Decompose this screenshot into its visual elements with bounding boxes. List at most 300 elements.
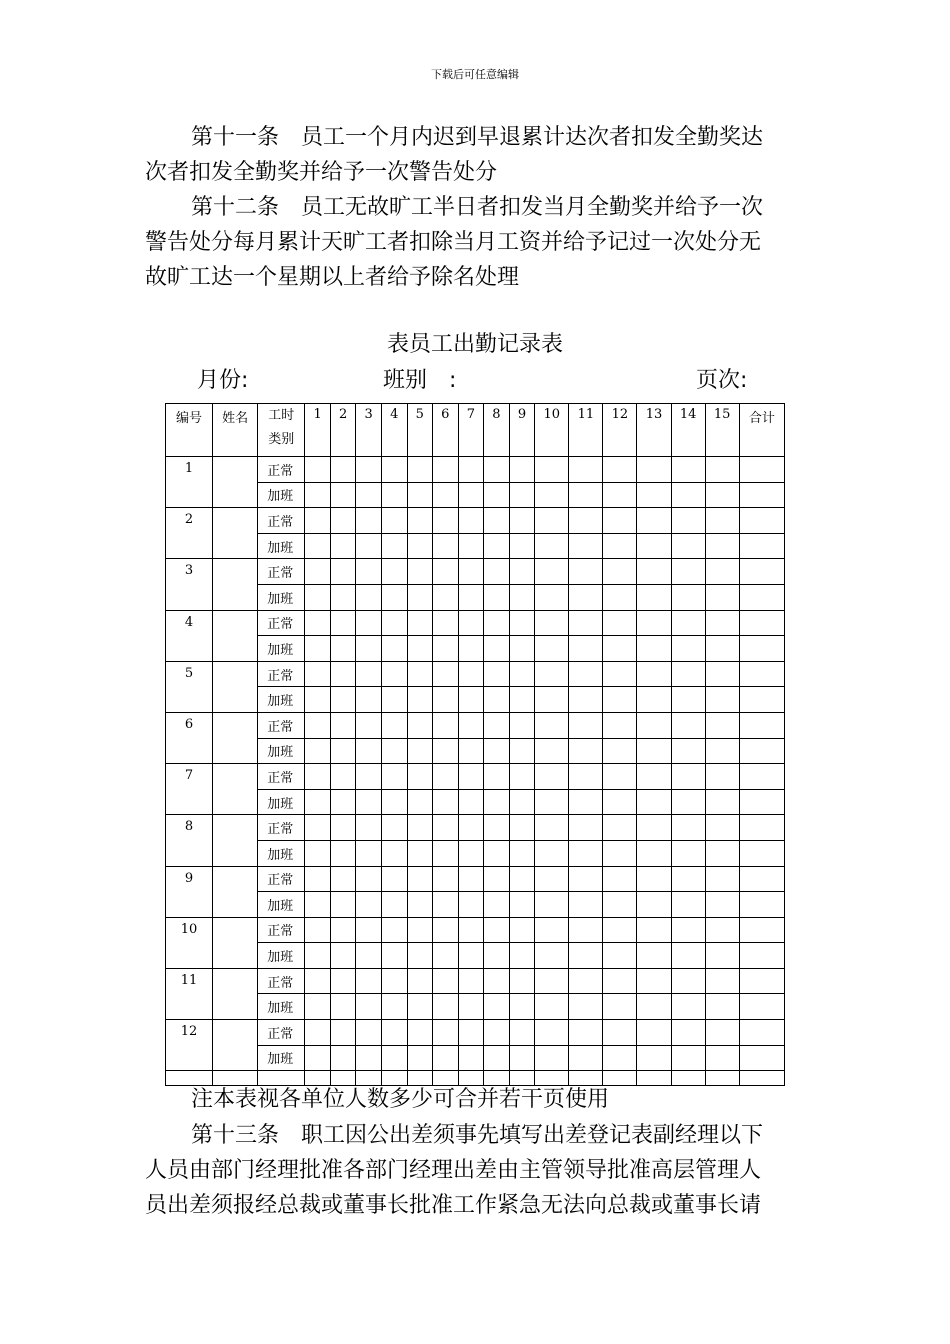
day-cell[interactable]	[705, 533, 739, 559]
day-cell[interactable]	[330, 661, 356, 687]
day-cell[interactable]	[705, 994, 739, 1020]
day-cell[interactable]	[305, 712, 331, 738]
day-cell[interactable]	[671, 482, 705, 508]
day-cell[interactable]	[603, 892, 637, 918]
day-cell[interactable]	[458, 610, 484, 636]
day-cell[interactable]	[407, 764, 433, 790]
day-cell[interactable]	[535, 661, 569, 687]
day-cell[interactable]	[433, 559, 459, 585]
day-cell[interactable]	[381, 661, 407, 687]
day-cell[interactable]	[407, 712, 433, 738]
day-cell[interactable]	[705, 610, 739, 636]
day-cell[interactable]	[458, 943, 484, 969]
day-cell[interactable]	[509, 815, 535, 841]
day-cell[interactable]	[484, 917, 510, 943]
day-cell[interactable]	[330, 533, 356, 559]
day-cell[interactable]	[509, 943, 535, 969]
day-cell[interactable]	[484, 533, 510, 559]
day-cell[interactable]	[637, 943, 671, 969]
day-cell[interactable]	[433, 764, 459, 790]
day-cell[interactable]	[407, 661, 433, 687]
day-cell[interactable]	[484, 457, 510, 483]
day-cell[interactable]	[407, 1020, 433, 1046]
day-cell[interactable]	[407, 584, 433, 610]
employee-name-cell[interactable]	[213, 968, 258, 1019]
day-cell[interactable]	[484, 943, 510, 969]
employee-name-cell[interactable]	[213, 712, 258, 763]
day-cell[interactable]	[509, 738, 535, 764]
day-cell[interactable]	[509, 764, 535, 790]
day-cell[interactable]	[509, 482, 535, 508]
total-cell[interactable]	[739, 1045, 784, 1071]
day-cell[interactable]	[356, 636, 382, 662]
day-cell[interactable]	[305, 584, 331, 610]
employee-name-cell[interactable]	[213, 508, 258, 559]
day-cell[interactable]	[356, 457, 382, 483]
total-cell[interactable]	[739, 968, 784, 994]
employee-name-cell[interactable]	[213, 917, 258, 968]
day-cell[interactable]	[637, 533, 671, 559]
day-cell[interactable]	[671, 866, 705, 892]
day-cell[interactable]	[330, 840, 356, 866]
day-cell[interactable]	[407, 943, 433, 969]
day-cell[interactable]	[305, 789, 331, 815]
day-cell[interactable]	[433, 738, 459, 764]
day-cell[interactable]	[637, 789, 671, 815]
day-cell[interactable]	[603, 917, 637, 943]
day-cell[interactable]	[305, 533, 331, 559]
employee-name-cell[interactable]	[213, 764, 258, 815]
day-cell[interactable]	[330, 687, 356, 713]
day-cell[interactable]	[381, 610, 407, 636]
day-cell[interactable]	[484, 712, 510, 738]
day-cell[interactable]	[637, 610, 671, 636]
day-cell[interactable]	[637, 994, 671, 1020]
day-cell[interactable]	[637, 815, 671, 841]
day-cell[interactable]	[637, 968, 671, 994]
day-cell[interactable]	[381, 764, 407, 790]
day-cell[interactable]	[603, 584, 637, 610]
day-cell[interactable]	[407, 892, 433, 918]
day-cell[interactable]	[356, 994, 382, 1020]
day-cell[interactable]	[458, 1045, 484, 1071]
day-cell[interactable]	[381, 712, 407, 738]
day-cell[interactable]	[381, 738, 407, 764]
day-cell[interactable]	[705, 1020, 739, 1046]
day-cell[interactable]	[509, 584, 535, 610]
day-cell[interactable]	[535, 1045, 569, 1071]
employee-name-cell[interactable]	[213, 457, 258, 508]
day-cell[interactable]	[458, 636, 484, 662]
day-cell[interactable]	[671, 994, 705, 1020]
day-cell[interactable]	[356, 917, 382, 943]
employee-name-cell[interactable]	[213, 610, 258, 661]
day-cell[interactable]	[458, 712, 484, 738]
day-cell[interactable]	[433, 917, 459, 943]
day-cell[interactable]	[705, 840, 739, 866]
day-cell[interactable]	[509, 661, 535, 687]
day-cell[interactable]	[330, 636, 356, 662]
day-cell[interactable]	[381, 892, 407, 918]
day-cell[interactable]	[535, 508, 569, 534]
total-cell[interactable]	[739, 636, 784, 662]
day-cell[interactable]	[637, 584, 671, 610]
day-cell[interactable]	[671, 661, 705, 687]
day-cell[interactable]	[433, 636, 459, 662]
day-cell[interactable]	[484, 1045, 510, 1071]
day-cell[interactable]	[330, 738, 356, 764]
day-cell[interactable]	[458, 584, 484, 610]
day-cell[interactable]	[603, 1045, 637, 1071]
day-cell[interactable]	[330, 789, 356, 815]
day-cell[interactable]	[433, 584, 459, 610]
employee-name-cell[interactable]	[213, 1020, 258, 1071]
day-cell[interactable]	[330, 584, 356, 610]
day-cell[interactable]	[705, 917, 739, 943]
day-cell[interactable]	[356, 866, 382, 892]
day-cell[interactable]	[458, 482, 484, 508]
day-cell[interactable]	[509, 968, 535, 994]
day-cell[interactable]	[407, 789, 433, 815]
day-cell[interactable]	[330, 994, 356, 1020]
total-cell[interactable]	[739, 610, 784, 636]
day-cell[interactable]	[305, 892, 331, 918]
day-cell[interactable]	[330, 712, 356, 738]
day-cell[interactable]	[433, 533, 459, 559]
day-cell[interactable]	[535, 840, 569, 866]
day-cell[interactable]	[637, 764, 671, 790]
day-cell[interactable]	[671, 917, 705, 943]
day-cell[interactable]	[705, 687, 739, 713]
total-cell[interactable]	[739, 738, 784, 764]
day-cell[interactable]	[433, 1020, 459, 1046]
day-cell[interactable]	[407, 508, 433, 534]
day-cell[interactable]	[381, 994, 407, 1020]
day-cell[interactable]	[458, 764, 484, 790]
day-cell[interactable]	[330, 943, 356, 969]
day-cell[interactable]	[381, 559, 407, 585]
day-cell[interactable]	[603, 943, 637, 969]
day-cell[interactable]	[305, 840, 331, 866]
day-cell[interactable]	[433, 968, 459, 994]
day-cell[interactable]	[356, 508, 382, 534]
day-cell[interactable]	[381, 968, 407, 994]
day-cell[interactable]	[458, 508, 484, 534]
total-cell[interactable]	[739, 457, 784, 483]
day-cell[interactable]	[458, 1020, 484, 1046]
day-cell[interactable]	[356, 815, 382, 841]
day-cell[interactable]	[381, 482, 407, 508]
day-cell[interactable]	[705, 661, 739, 687]
day-cell[interactable]	[603, 968, 637, 994]
day-cell[interactable]	[705, 636, 739, 662]
day-cell[interactable]	[484, 892, 510, 918]
day-cell[interactable]	[356, 661, 382, 687]
day-cell[interactable]	[484, 968, 510, 994]
day-cell[interactable]	[458, 994, 484, 1020]
day-cell[interactable]	[381, 1045, 407, 1071]
day-cell[interactable]	[330, 508, 356, 534]
day-cell[interactable]	[484, 815, 510, 841]
day-cell[interactable]	[535, 943, 569, 969]
day-cell[interactable]	[433, 508, 459, 534]
day-cell[interactable]	[433, 687, 459, 713]
day-cell[interactable]	[535, 866, 569, 892]
day-cell[interactable]	[407, 687, 433, 713]
day-cell[interactable]	[381, 943, 407, 969]
day-cell[interactable]	[305, 815, 331, 841]
day-cell[interactable]	[637, 1045, 671, 1071]
total-cell[interactable]	[739, 892, 784, 918]
day-cell[interactable]	[509, 840, 535, 866]
day-cell[interactable]	[407, 968, 433, 994]
day-cell[interactable]	[569, 815, 603, 841]
day-cell[interactable]	[458, 892, 484, 918]
day-cell[interactable]	[356, 610, 382, 636]
total-cell[interactable]	[739, 712, 784, 738]
day-cell[interactable]	[671, 712, 705, 738]
total-cell[interactable]	[739, 815, 784, 841]
day-cell[interactable]	[671, 508, 705, 534]
day-cell[interactable]	[484, 764, 510, 790]
day-cell[interactable]	[569, 968, 603, 994]
day-cell[interactable]	[305, 661, 331, 687]
day-cell[interactable]	[381, 789, 407, 815]
day-cell[interactable]	[603, 738, 637, 764]
day-cell[interactable]	[569, 917, 603, 943]
day-cell[interactable]	[671, 687, 705, 713]
day-cell[interactable]	[705, 482, 739, 508]
day-cell[interactable]	[509, 610, 535, 636]
day-cell[interactable]	[705, 738, 739, 764]
day-cell[interactable]	[356, 687, 382, 713]
day-cell[interactable]	[356, 712, 382, 738]
day-cell[interactable]	[407, 917, 433, 943]
day-cell[interactable]	[356, 738, 382, 764]
day-cell[interactable]	[535, 789, 569, 815]
day-cell[interactable]	[603, 482, 637, 508]
day-cell[interactable]	[637, 840, 671, 866]
day-cell[interactable]	[330, 1020, 356, 1046]
employee-name-cell[interactable]	[213, 815, 258, 866]
total-cell[interactable]	[739, 533, 784, 559]
day-cell[interactable]	[305, 687, 331, 713]
total-cell[interactable]	[739, 559, 784, 585]
day-cell[interactable]	[569, 943, 603, 969]
day-cell[interactable]	[330, 1045, 356, 1071]
day-cell[interactable]	[637, 738, 671, 764]
day-cell[interactable]	[671, 840, 705, 866]
day-cell[interactable]	[305, 457, 331, 483]
day-cell[interactable]	[671, 533, 705, 559]
day-cell[interactable]	[458, 840, 484, 866]
day-cell[interactable]	[356, 559, 382, 585]
day-cell[interactable]	[603, 636, 637, 662]
day-cell[interactable]	[637, 1020, 671, 1046]
day-cell[interactable]	[705, 815, 739, 841]
day-cell[interactable]	[535, 687, 569, 713]
total-cell[interactable]	[739, 661, 784, 687]
day-cell[interactable]	[484, 661, 510, 687]
day-cell[interactable]	[671, 584, 705, 610]
total-cell[interactable]	[739, 994, 784, 1020]
day-cell[interactable]	[569, 892, 603, 918]
day-cell[interactable]	[484, 789, 510, 815]
day-cell[interactable]	[569, 610, 603, 636]
day-cell[interactable]	[671, 815, 705, 841]
total-cell[interactable]	[739, 584, 784, 610]
total-cell[interactable]	[739, 943, 784, 969]
day-cell[interactable]	[330, 559, 356, 585]
day-cell[interactable]	[671, 457, 705, 483]
day-cell[interactable]	[671, 738, 705, 764]
total-cell[interactable]	[739, 789, 784, 815]
day-cell[interactable]	[381, 636, 407, 662]
day-cell[interactable]	[535, 584, 569, 610]
day-cell[interactable]	[603, 508, 637, 534]
day-cell[interactable]	[484, 738, 510, 764]
day-cell[interactable]	[407, 482, 433, 508]
day-cell[interactable]	[603, 457, 637, 483]
day-cell[interactable]	[569, 994, 603, 1020]
day-cell[interactable]	[407, 738, 433, 764]
day-cell[interactable]	[433, 789, 459, 815]
day-cell[interactable]	[637, 661, 671, 687]
total-cell[interactable]	[739, 866, 784, 892]
day-cell[interactable]	[569, 687, 603, 713]
day-cell[interactable]	[407, 457, 433, 483]
day-cell[interactable]	[433, 840, 459, 866]
day-cell[interactable]	[433, 610, 459, 636]
day-cell[interactable]	[356, 584, 382, 610]
day-cell[interactable]	[330, 917, 356, 943]
day-cell[interactable]	[509, 457, 535, 483]
day-cell[interactable]	[535, 764, 569, 790]
day-cell[interactable]	[381, 917, 407, 943]
day-cell[interactable]	[381, 866, 407, 892]
day-cell[interactable]	[637, 917, 671, 943]
day-cell[interactable]	[535, 457, 569, 483]
day-cell[interactable]	[305, 1045, 331, 1071]
day-cell[interactable]	[484, 559, 510, 585]
day-cell[interactable]	[509, 533, 535, 559]
day-cell[interactable]	[705, 789, 739, 815]
day-cell[interactable]	[509, 1020, 535, 1046]
day-cell[interactable]	[330, 815, 356, 841]
day-cell[interactable]	[637, 892, 671, 918]
day-cell[interactable]	[484, 584, 510, 610]
day-cell[interactable]	[671, 1045, 705, 1071]
day-cell[interactable]	[356, 943, 382, 969]
day-cell[interactable]	[705, 1045, 739, 1071]
day-cell[interactable]	[381, 457, 407, 483]
day-cell[interactable]	[458, 533, 484, 559]
total-cell[interactable]	[739, 764, 784, 790]
day-cell[interactable]	[330, 610, 356, 636]
day-cell[interactable]	[535, 815, 569, 841]
day-cell[interactable]	[356, 968, 382, 994]
day-cell[interactable]	[305, 968, 331, 994]
day-cell[interactable]	[305, 610, 331, 636]
day-cell[interactable]	[637, 508, 671, 534]
day-cell[interactable]	[637, 559, 671, 585]
day-cell[interactable]	[458, 789, 484, 815]
day-cell[interactable]	[535, 892, 569, 918]
day-cell[interactable]	[433, 661, 459, 687]
day-cell[interactable]	[569, 866, 603, 892]
day-cell[interactable]	[509, 917, 535, 943]
day-cell[interactable]	[458, 968, 484, 994]
day-cell[interactable]	[381, 533, 407, 559]
total-cell[interactable]	[739, 482, 784, 508]
day-cell[interactable]	[509, 559, 535, 585]
day-cell[interactable]	[535, 636, 569, 662]
day-cell[interactable]	[603, 1020, 637, 1046]
day-cell[interactable]	[458, 866, 484, 892]
day-cell[interactable]	[305, 559, 331, 585]
day-cell[interactable]	[535, 482, 569, 508]
day-cell[interactable]	[407, 559, 433, 585]
day-cell[interactable]	[637, 687, 671, 713]
day-cell[interactable]	[305, 917, 331, 943]
day-cell[interactable]	[484, 1020, 510, 1046]
day-cell[interactable]	[356, 1020, 382, 1046]
day-cell[interactable]	[509, 712, 535, 738]
day-cell[interactable]	[484, 866, 510, 892]
day-cell[interactable]	[637, 712, 671, 738]
day-cell[interactable]	[381, 815, 407, 841]
day-cell[interactable]	[407, 610, 433, 636]
day-cell[interactable]	[458, 815, 484, 841]
day-cell[interactable]	[705, 764, 739, 790]
day-cell[interactable]	[569, 1020, 603, 1046]
day-cell[interactable]	[484, 994, 510, 1020]
day-cell[interactable]	[705, 584, 739, 610]
day-cell[interactable]	[569, 508, 603, 534]
day-cell[interactable]	[407, 533, 433, 559]
day-cell[interactable]	[458, 457, 484, 483]
day-cell[interactable]	[330, 457, 356, 483]
day-cell[interactable]	[509, 994, 535, 1020]
day-cell[interactable]	[484, 610, 510, 636]
day-cell[interactable]	[433, 994, 459, 1020]
day-cell[interactable]	[305, 482, 331, 508]
day-cell[interactable]	[671, 892, 705, 918]
day-cell[interactable]	[305, 508, 331, 534]
day-cell[interactable]	[509, 866, 535, 892]
day-cell[interactable]	[671, 636, 705, 662]
day-cell[interactable]	[569, 559, 603, 585]
day-cell[interactable]	[705, 559, 739, 585]
day-cell[interactable]	[458, 738, 484, 764]
day-cell[interactable]	[569, 584, 603, 610]
day-cell[interactable]	[535, 1020, 569, 1046]
day-cell[interactable]	[458, 559, 484, 585]
day-cell[interactable]	[381, 508, 407, 534]
day-cell[interactable]	[535, 994, 569, 1020]
day-cell[interactable]	[381, 687, 407, 713]
day-cell[interactable]	[407, 636, 433, 662]
day-cell[interactable]	[356, 533, 382, 559]
day-cell[interactable]	[407, 994, 433, 1020]
day-cell[interactable]	[433, 892, 459, 918]
day-cell[interactable]	[381, 584, 407, 610]
day-cell[interactable]	[381, 840, 407, 866]
day-cell[interactable]	[705, 508, 739, 534]
day-cell[interactable]	[407, 1045, 433, 1071]
day-cell[interactable]	[671, 968, 705, 994]
day-cell[interactable]	[305, 994, 331, 1020]
